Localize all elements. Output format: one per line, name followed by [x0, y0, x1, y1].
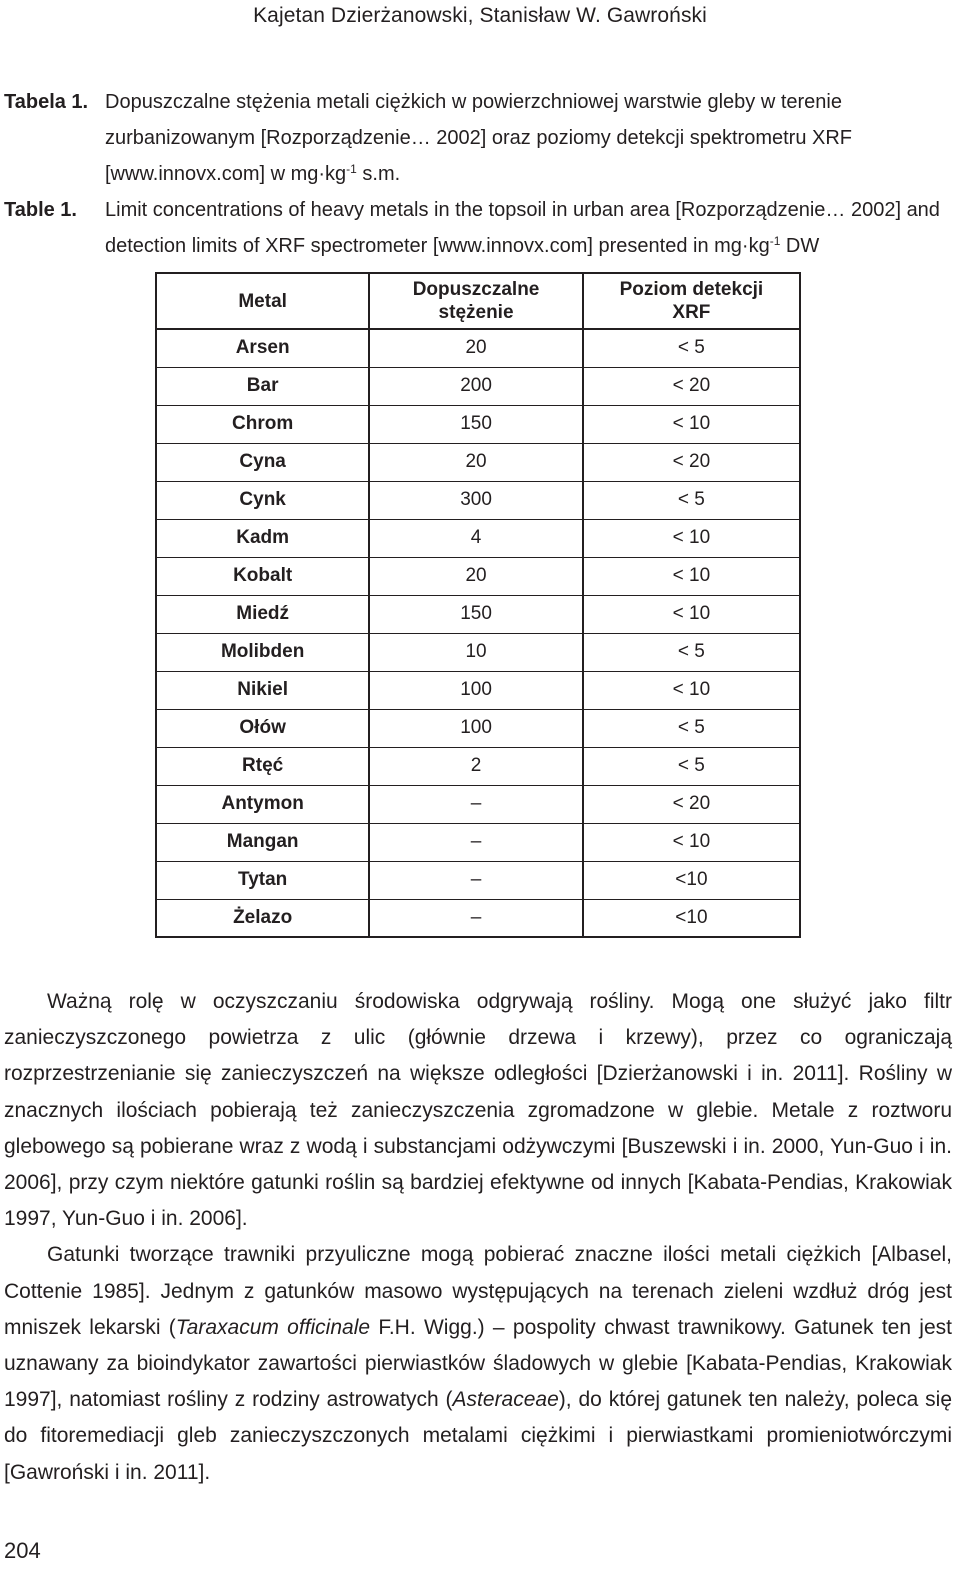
table-row [156, 747, 800, 785]
paragraph-1: Ważną rolę w oczyszczaniu środowiska odgrywają rośliny. Mogą one służyć jako filtr zanieczyszczonego powietrza z ulic (głównie drzewa i krzewy), przez co ograniczają rozprzestrzenianie się zanieczyszczeń na większe odległości [Dzierżanowski i in. 2011]. Rośliny w znacznych ilościach pobierają też zanieczyszczenia zgromadzone w glebie. Metale z roztworu glebowego są pobierane wraz z wodą i substancjami odżywczymi [Buszewski i in. 2000, Yun-Guo i in. 2006], przy czym niektóre gatunki roślin są bardziej efektywne od innych [Kabata-Pendias, Krakowiak 1997, Yun-Guo i in. 2006]. [4, 990, 952, 1231]
page-number: 204 [4, 1538, 41, 1563]
xrf-cell: < 5 [583, 329, 800, 367]
table-row [156, 329, 800, 367]
limit-cell: – [369, 899, 583, 937]
metal-cell: Arsen [156, 329, 369, 367]
xrf-cell: < 5 [583, 481, 800, 519]
header-limit: Dopuszczalne stężenie [369, 273, 583, 329]
table-row [156, 405, 800, 443]
limit-cell: 100 [369, 709, 583, 747]
table-caption-english [4, 192, 954, 264]
metal-cell: Antymon [156, 785, 369, 823]
table-row [156, 557, 800, 595]
metal-cell: Ołów [156, 709, 369, 747]
table-row [156, 367, 800, 405]
table-caption-polish [4, 84, 954, 192]
limit-cell: 10 [369, 633, 583, 671]
metal-cell: Chrom [156, 405, 369, 443]
limit-cell: – [369, 823, 583, 861]
table-row [156, 519, 800, 557]
table-row [156, 481, 800, 519]
table-header-row [156, 273, 800, 329]
caption-text-en: Limit concentrations of heavy metals in the topsoil in urban area [Rozporządzenie… 2002] and detection limits of XRF spectrometer [www.innovx.com] presented in $mg\cdot kg^{-1}$ DW [105, 199, 940, 257]
limit-cell: 100 [369, 671, 583, 709]
limit-cell: 300 [369, 481, 583, 519]
table-row [156, 823, 800, 861]
metal-cell: Mangan [156, 823, 369, 861]
limit-cell: 4 [369, 519, 583, 557]
table-row [156, 443, 800, 481]
limit-cell: 150 [369, 595, 583, 633]
xrf-cell: < 20 [583, 785, 800, 823]
limit-cell: 20 [369, 557, 583, 595]
caption-text-pl: Dopuszczalne stężenia metali ciężkich w powierzchniowej warstwie gleby w terenie zurbanizowanym [Rozporządzenie… 2002] oraz poziomy detekcji spektrometru XRF [www.innovx.com] w $mg\cdot kg^{-1}$ s.m. [105, 91, 853, 185]
caption-label-en: Table 1. [4, 199, 77, 221]
metal-cell: Tytan [156, 861, 369, 899]
xrf-cell: < 5 [583, 633, 800, 671]
metal-cell: Bar [156, 367, 369, 405]
xrf-cell: < 10 [583, 557, 800, 595]
metal-cell: Rtęć [156, 747, 369, 785]
metal-cell: Cynk [156, 481, 369, 519]
metal-cell: Molibden [156, 633, 369, 671]
xrf-cell: < 20 [583, 367, 800, 405]
metals-table [155, 272, 801, 938]
xrf-cell: < 10 [583, 405, 800, 443]
xrf-cell: < 10 [583, 823, 800, 861]
xrf-cell: < 10 [583, 671, 800, 709]
caption-label-pl: Tabela 1. [4, 91, 89, 113]
limit-cell: 200 [369, 367, 583, 405]
limit-cell: 2 [369, 747, 583, 785]
body-text [4, 984, 952, 1491]
xrf-cell: < 10 [583, 519, 800, 557]
xrf-cell: < 20 [583, 443, 800, 481]
header-metal: Metal [156, 273, 369, 329]
table-body [156, 329, 800, 937]
xrf-cell: < 5 [583, 709, 800, 747]
xrf-cell: <10 [583, 861, 800, 899]
table-row [156, 595, 800, 633]
header-xrf: Poziom detekcji XRF [583, 273, 800, 329]
xrf-cell: <10 [583, 899, 800, 937]
metal-cell: Żelazo [233, 906, 293, 928]
table-row [156, 899, 800, 937]
limit-cell: – [369, 785, 583, 823]
limit-cell: 20 [369, 329, 583, 367]
paragraph-2: Gatunki tworzące trawniki przyuliczne mogą pobierać znaczne ilości metali ciężkich [Albasel, Cottenie 1985]. Jednym z gatunków masowo występujących na terenach zieleni wzdłuż dróg jest mniszek lekarski (Taraxacum officinale F.H. Wigg.) – pospolity chwast trawnikowy. Gatunek ten jest uznawany za bioindykator zawartości pierwiastków śladowych w glebie [Kabata-Pendias, Krakowiak 1997], natomiast rośliny z rodziny astrowatych (Asteraceae), do której gatunek ten należy, poleca się do fitoremediacji gleb zanieczyszczonych metalami ciężkimi i pierwiastkami promieniotwórczymi [Gawroński i in. 2011]. [4, 1243, 952, 1484]
metal-cell: Kadm [156, 519, 369, 557]
limit-cell: 150 [369, 405, 583, 443]
superscript: -1 [769, 234, 781, 248]
metal-cell: Miedź [156, 595, 369, 633]
running-header: Kajetan Dzierżanowski, Stanisław W. Gawroński [253, 4, 707, 27]
metal-cell: Cyna [156, 443, 369, 481]
table-row [156, 785, 800, 823]
metal-cell: Kobalt [156, 557, 369, 595]
limit-cell: – [369, 861, 583, 899]
xrf-cell: < 5 [583, 747, 800, 785]
xrf-cell: < 10 [583, 595, 800, 633]
metal-cell: Nikiel [156, 671, 369, 709]
table-row [156, 861, 800, 899]
table-row [156, 709, 800, 747]
table-row [156, 671, 800, 709]
limit-cell: 20 [369, 443, 583, 481]
table-row [156, 633, 800, 671]
superscript: -1 [346, 162, 357, 176]
